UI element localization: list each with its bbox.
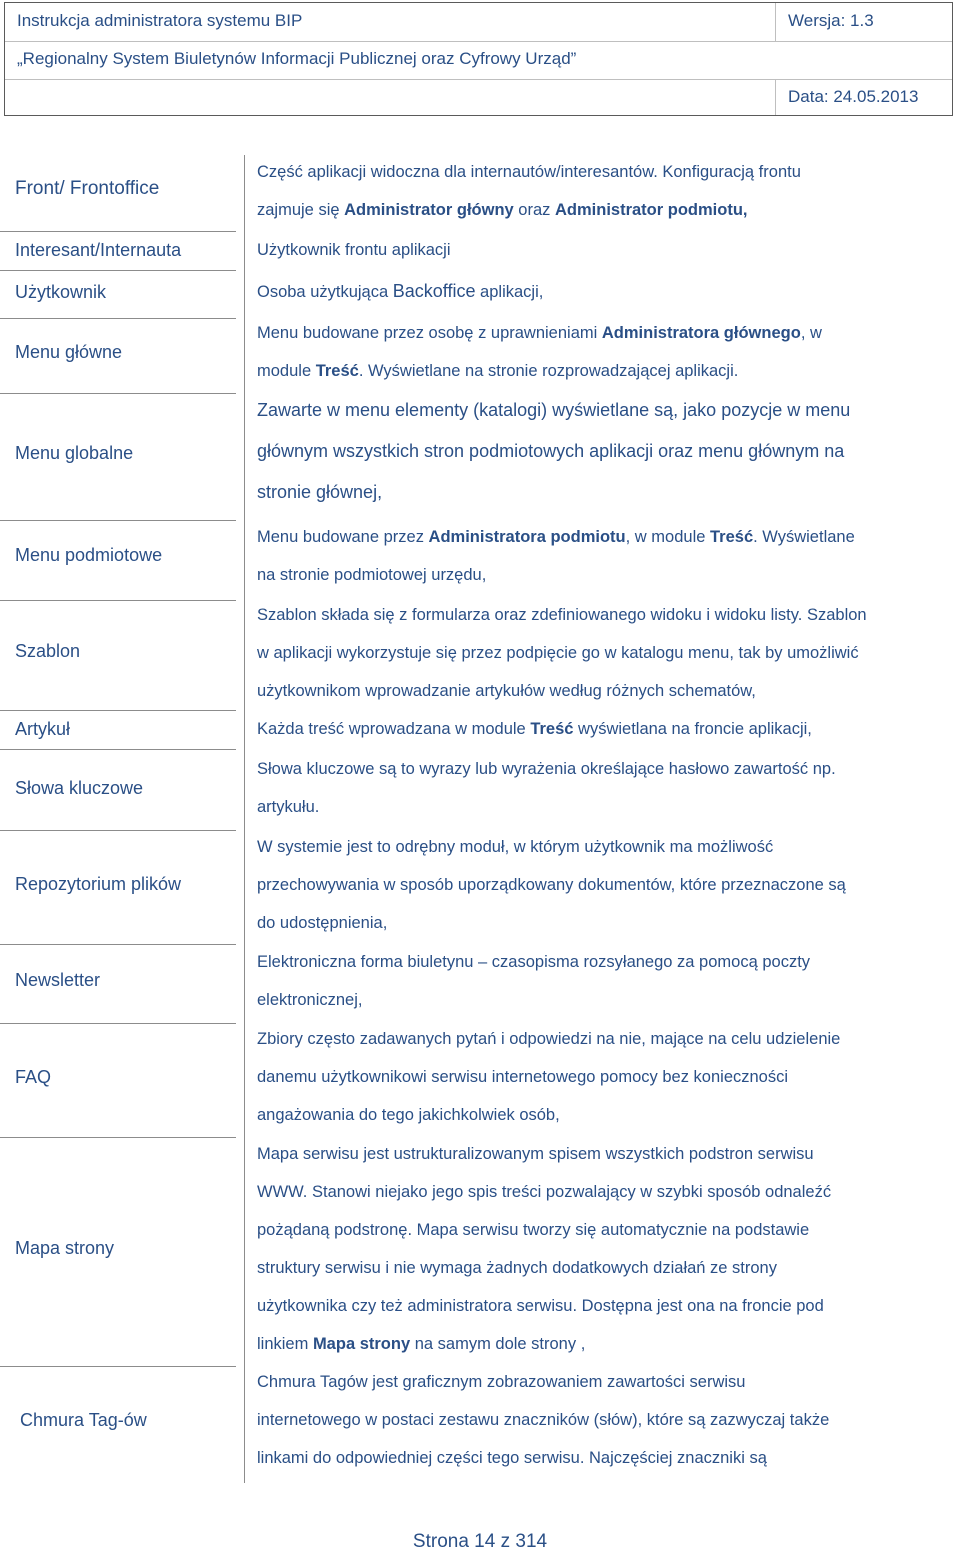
- row-separator: [0, 944, 236, 945]
- desc-uzytkownik: Osoba użytkująca Backoffice aplikacji,: [257, 281, 544, 301]
- desc-szablon: Szablon składa się z formularza oraz zdefiniowanego widoku i widoku listy. Szablon w aplikacji wykorzystuje się przez podpięcie go w katalogu menu, tak by umożliwić użytkownikom wprowadzanie artykułów według różnych schematów,: [257, 606, 867, 700]
- term-repozytorium: Repozytorium plików: [15, 874, 182, 894]
- desc-menu-globalne: Zawarte w menu elementy (katalogi) wyświetlane są, jako pozycje w menu głównym wszystkich stron podmiotowych aplikacji oraz menu głównym na stronie głównej,: [257, 400, 851, 502]
- row-separator: [0, 749, 236, 750]
- term-artykul: Artykuł: [15, 719, 71, 739]
- doc-version: Wersja: 1.3: [775, 3, 952, 41]
- desc-interesant: Użytkownik frontu aplikacji: [257, 241, 451, 259]
- desc-slowa-kluczowe: Słowa kluczowe są to wyrazy lub wyrażenia określające hasłowo zawartość np. artykułu.: [257, 760, 836, 816]
- page-number: Strona 14 z 314: [412, 1531, 548, 1552]
- doc-date: Data: 24.05.2013: [775, 79, 952, 115]
- row-separator: [0, 231, 236, 232]
- row-separator: [0, 1023, 236, 1024]
- term-newsletter: Newsletter: [15, 970, 101, 990]
- desc-mapa-strony: Mapa serwisu jest ustrukturalizowanym spisem wszystkich podstron serwisu WWW. Stanowi niejako jego spis treści pozwalający w szybki sposób odnaleźć pożądaną podstronę. Mapa serwisu tworzy się automatycznie na podstawie struktury serwisu i nie wymaga żadnych dodatkowych działań ze strony użytkownika czy też administratora serwisu. Dostępna jest ona na froncie pod linkiem Mapa strony na samym dole strony ,: [257, 1145, 832, 1353]
- term-menu-glowne: Menu główne: [15, 342, 123, 362]
- term-frontoffice: Front/ Frontoffice: [15, 178, 160, 199]
- desc-newsletter: Elektroniczna forma biuletynu – czasopisma rozsyłanego za pomocą poczty elektronicznej,: [257, 953, 811, 1009]
- term-uzytkownik: Użytkownik: [15, 282, 107, 302]
- header-row-date: [5, 79, 952, 115]
- term-menu-globalne: Menu globalne: [15, 443, 134, 463]
- desc-artykul: Każda treść wprowadzana w module Treść wyświetlana na froncie aplikacji,: [257, 720, 812, 738]
- table-column-divider: [244, 155, 245, 1483]
- row-separator: [0, 830, 236, 831]
- system-name: „Regionalny System Biuletynów Informacji Publicznej oraz Cyfrowy Urząd”: [17, 49, 577, 68]
- desc-menu-podmiotowe: Menu budowane przez Administratora podmiotu, w module Treść. Wyświetlane na stronie podmiotowej urzędu,: [257, 528, 855, 584]
- doc-title: Instrukcja administratora systemu BIP: [17, 11, 303, 30]
- desc-chmura-tagow: Chmura Tagów jest graficznym zobrazowaniem zawartości serwisu internetowego w postaci zestawu znaczników (słów), które są zazwyczaj także linkami do odpowiedniej części tego serwisu. Najczęściej znaczniki są: [257, 1373, 830, 1467]
- term-szablon: Szablon: [15, 641, 81, 661]
- desc-repozytorium: W systemie jest to odrębny moduł, w którym użytkownik ma możliwość przechowywania w sposób uporządkowany dokumentów, które przeznaczone są do udostępnienia,: [257, 838, 846, 932]
- mapa-strony-link-text: Mapa strony: [312, 1335, 411, 1353]
- row-separator: [0, 270, 236, 271]
- term-chmura-tagow: Chmura Tag-ów: [20, 1410, 147, 1430]
- desc-faq: Zbiory często zadawanych pytań i odpowiedzi na nie, mające na celu udzielenie danemu użytkownikowi serwisu internetowego pomocy bez konieczności angażowania do tego jakichkolwiek osób,: [257, 1030, 841, 1124]
- header-row-system: [5, 41, 952, 80]
- desc-menu-glowne: Menu budowane przez osobę z uprawnieniami Administratora głównego, w module Treść. Wyświetlane na stronie rozprowadzającej aplikacji.: [257, 324, 822, 380]
- term-interesant: Interesant/Internauta: [15, 240, 182, 260]
- header-row-title: [5, 3, 952, 42]
- row-separator: [0, 1137, 236, 1138]
- desc-frontoffice: Część aplikacji widoczna dla internautów/interesantów. Konfiguracją frontu zajmuje się Administrator główny oraz Administrator podmiotu,: [257, 163, 801, 219]
- row-separator: [0, 520, 236, 521]
- row-separator: [0, 710, 236, 711]
- row-separator: [0, 1366, 236, 1367]
- term-mapa-strony: Mapa strony: [15, 1238, 115, 1258]
- row-separator: [0, 318, 236, 319]
- row-separator: [0, 393, 236, 394]
- row-separator: [0, 600, 236, 601]
- term-slowa-kluczowe: Słowa kluczowe: [15, 778, 144, 798]
- term-menu-podmiotowe: Menu podmiotowe: [15, 545, 163, 565]
- document-header: [4, 2, 953, 116]
- term-faq: FAQ: [15, 1067, 52, 1087]
